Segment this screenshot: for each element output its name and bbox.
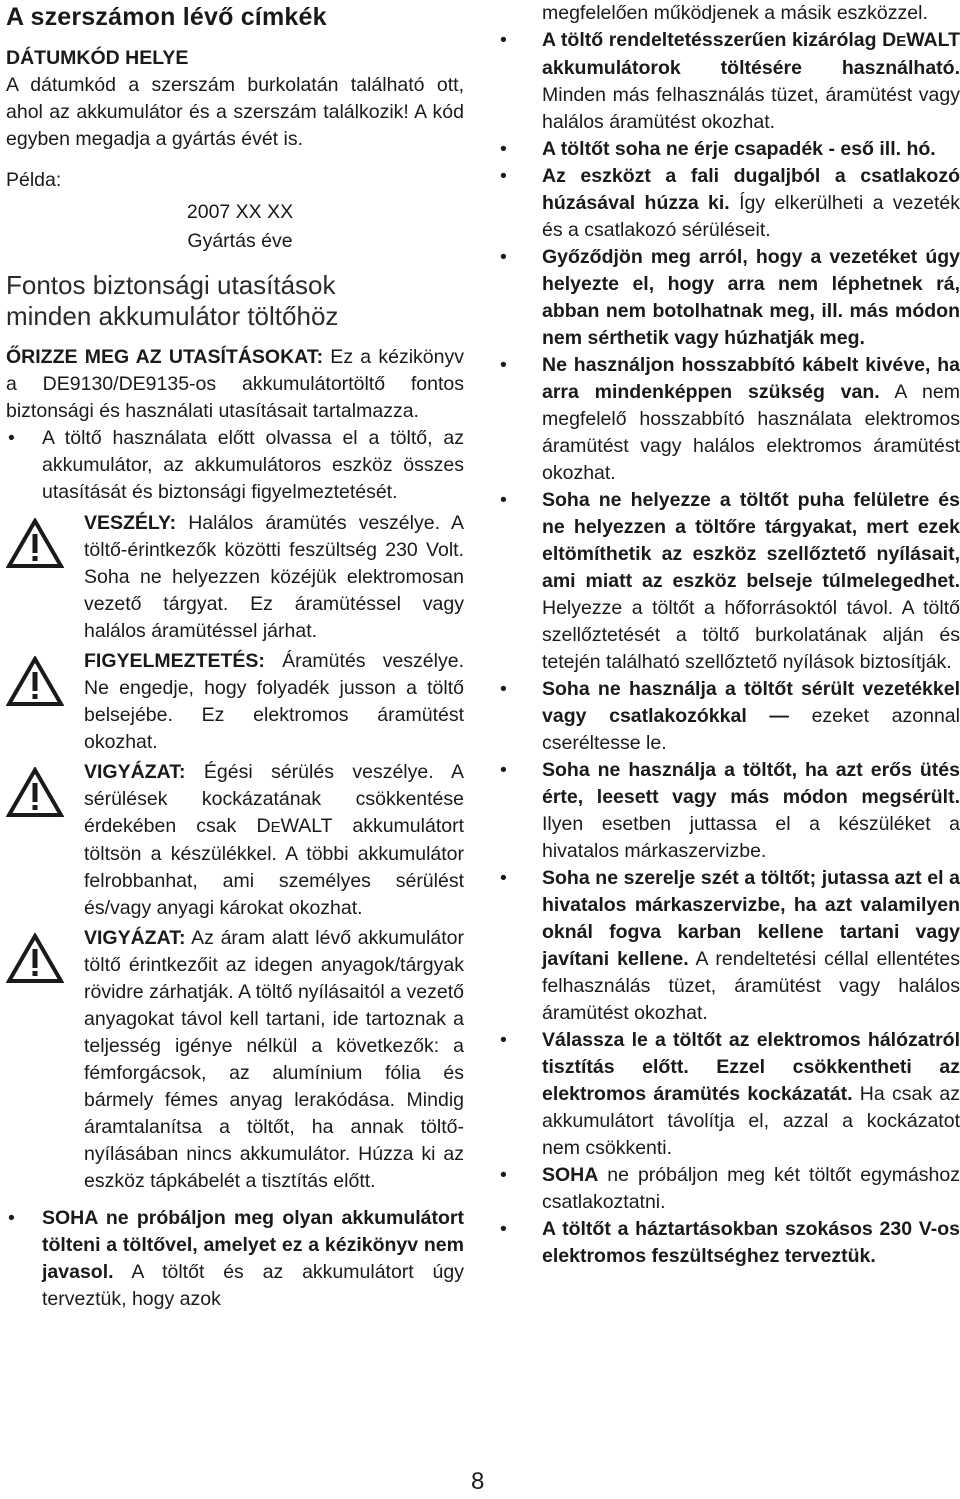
bullet-no-disassembly-bold: Soha ne szerelje szét a töltőt; jutassa azt el a hivatalos márkaszervizbe, ha azt valamilyen oknál fogva karban kellene tartani vagy javítani kellene. xyxy=(542,867,960,970)
bullet-no-chaining-text: ne próbáljon meg két töltőt egymáshoz csatlakoztatni. xyxy=(542,1164,960,1213)
bullet-dewalt-only-bold-c: WALT akkumulátorok töltésére használható. xyxy=(542,29,960,79)
warning-caution-bold: FIGYELMEZTETÉS: xyxy=(84,650,265,672)
bullet-never-charge-other-text: A töltőt és az akkumulátort úgy terveztük, hogy azok xyxy=(42,1261,464,1310)
datecode-heading: DÁTUMKÓD HELYE xyxy=(6,47,189,69)
bullet-unplug-by-plug xyxy=(500,163,960,244)
bullet-dewalt-only xyxy=(500,27,960,136)
bullet-no-chaining xyxy=(500,1162,960,1216)
keep-instructions xyxy=(6,344,464,425)
bullet-never-charge-other-bold: SOHA ne próbáljon meg olyan akkumulátort tölteni a töltővel, amelyet ez a kézikönyv nem javasol. xyxy=(42,1207,464,1283)
warning-short-circuit-bold: VIGYÁZAT: xyxy=(84,927,186,949)
warning-burn-text-c: WALT akkumulátort töltsön a készülékkel. A többi akkumulátor felrobbanhat, ami személyes sérülést és/vagy anyagi károkat okozhat. xyxy=(84,815,464,919)
bullet-dewalt-only-bold-a: A töltő rendeltetésszerűen kizárólag D xyxy=(542,29,897,51)
bullet-dewalt-only-text: Minden más felhasználás tüzet, áramütést vagy halálos áramütést okozhat. xyxy=(542,84,960,133)
continuation-text: megfelelően működjenek a másik eszközzel. xyxy=(542,2,928,24)
warning-caution-text: Áramütés veszélye. Ne engedje, hogy folyadék jusson a töltő belsejébe. Ez elektromos áramütést okozhat. xyxy=(84,650,464,753)
bullet-no-rain xyxy=(500,136,960,163)
bullet-extension-cord-bold: Ne használjon hosszabbító kábelt kivéve, ha arra mindenképpen szükség van. xyxy=(542,354,960,403)
bullet-230v xyxy=(500,1216,960,1270)
bullet-dewalt-only-bold-b: E xyxy=(896,33,907,50)
example-code: 2007 XX XX xyxy=(186,201,294,223)
bullet-cord-placement-bold: Győződjön meg arról, hogy a vezetéket úgy helyezte el, hogy arra nem léphetnek rá, abban nem botolhatnak meg, ill. más módon nem sérthetik vagy húzhatják meg. xyxy=(542,246,960,349)
bullet-dot: • xyxy=(500,1029,507,1051)
bullet-soft-surface-bold: Soha ne helyezze a töltőt puha felületre és ne helyezzen a töltőre tárgyakat, mert ezek eltömíthetik az eszköz szellőztető nyílásait, ami miatt az eszköz belseje túlmelegedhet. xyxy=(542,489,960,592)
bullet-no-disassembly xyxy=(500,865,960,1027)
bullet-dot: • xyxy=(500,246,507,268)
bullet-read-instructions-text: A töltő használata előtt olvassa el a töltő, az akkumulátor, az akkumulátoros eszköz összes utasítását és biztonsági figyelmeztetését. xyxy=(42,427,464,503)
bullet-dot: • xyxy=(500,1164,507,1186)
bullet-dot: • xyxy=(500,489,507,511)
warning-short-circuit-text: Az áram alatt lévő akkumulátor töltő érintkezőit az idegen anyagok/tárgyak rövidre zárhatják. A töltő nyílásaitól a vezető anyagokat távol kell tartani, ide tartoznak a teljesség igénye nélkül a következők: a fémforgácsok, az alumínium fólia és bármely fémes anyag lerakódása. Mindig áramtalanítsa a töltőt, ha annak töltő-nyílásában nincs akkumulátor. Húzza ki az eszköz tápkábelét a tisztítás előtt. xyxy=(84,927,464,1192)
warning-danger-text: Halálos áramütés veszélye. A töltő-érintkezők közötti feszültség 230 Volt. Soha ne helyezzen közéjük elektromosan vezető tárgyat. Ez áramütéssel vagy halálos áramütéssel járhat. xyxy=(84,512,464,642)
page-title: A szerszámon lévő címkék xyxy=(6,3,327,31)
datecode-text: A dátumkód a szerszám burkolatán található ott, ahol az akkumulátor és a szerszám találkozik! A kód egyben megadja a gyártás évét is. xyxy=(6,74,464,150)
bullet-dot: • xyxy=(500,867,507,889)
keep-instructions-bold: ŐRIZZE MEG AZ UTASÍTÁSOKAT: xyxy=(6,346,324,368)
bullet-dot: • xyxy=(500,29,507,51)
warning-triangle-icon xyxy=(6,933,64,985)
page-number: 8 xyxy=(471,1468,485,1495)
bullet-soft-surface xyxy=(500,487,960,676)
bullet-dot: • xyxy=(500,354,507,376)
warning-burn xyxy=(6,759,464,922)
bullet-unplug-before-cleaning xyxy=(500,1027,960,1162)
bullet-dropped-charger-bold: Soha ne használja a töltőt, ha azt erős ütés érte, leesett vagy más módon megsérült. xyxy=(542,759,960,808)
bullet-dot: • xyxy=(8,1207,15,1229)
bullet-no-chaining-bold: SOHA xyxy=(542,1164,599,1186)
bullet-unplug-by-plug-text: Így elkerülheti a vezeték és a csatlakozó sérüléseit. xyxy=(542,192,960,241)
warning-triangle-icon xyxy=(6,656,64,708)
warning-short-circuit xyxy=(6,925,464,1195)
warning-triangle-icon xyxy=(6,518,64,570)
right-column xyxy=(500,0,960,1270)
bullet-soft-surface-text: Helyezze a töltőt a hőforrásoktól távol. A töltő szellőztetését a töltő burkolatának alján és tetején található szellőztető nyílások biztosítják. xyxy=(542,597,960,673)
bullet-no-rain-bold: A töltőt soha ne érje csapadék - eső ill. hó. xyxy=(542,138,936,160)
bullet-dot: • xyxy=(500,138,507,160)
left-column xyxy=(6,0,464,1313)
warning-burn-text-a: Égési sérülés veszélye. A sérülések kockázatának csökkentése érdekében csak D xyxy=(84,761,464,837)
bullet-230v-bold: A töltőt a háztartásokban szokásos 230 V-os elektromos feszültséghez terveztük. xyxy=(542,1218,960,1267)
bullet-damaged-cord-text: ezeket azonnal cseréltesse le. xyxy=(542,705,960,754)
warning-burn-bold: VIGYÁZAT: xyxy=(84,761,186,783)
example-block xyxy=(6,198,464,256)
example-label: Példa: xyxy=(6,169,62,191)
bullet-unplug-before-cleaning-bold: Válassza le a töltőt az elektromos hálózatról tisztítás előtt. Ezzel csökkentheti az elektromos áramütés kockázatát. xyxy=(542,1029,960,1105)
bullet-read-instructions xyxy=(6,425,464,506)
bullet-dropped-charger xyxy=(500,757,960,865)
bullet-never-charge-other xyxy=(6,1205,464,1313)
bullet-dot: • xyxy=(500,759,507,781)
safety-title-line1: Fontos biztonsági utasítások xyxy=(6,270,336,300)
safety-title-line2: minden akkumulátor töltőhöz xyxy=(6,301,339,331)
warning-danger xyxy=(6,510,464,645)
warning-triangle-icon xyxy=(6,767,64,819)
warning-caution xyxy=(6,648,464,756)
keep-instructions-text: Ez a kézikönyv a DE9130/DE9135-os akkumulátortöltő fontos biztonsági és használati utasításait tartalmazza. xyxy=(6,346,464,422)
bullet-extension-cord-text: A nem megfelelő hosszabbító használata elektromos áramütést vagy halálos elektromos áramütést okozhat. xyxy=(542,381,960,484)
bullet-dot: • xyxy=(500,165,507,187)
bullet-dropped-charger-text: Ilyen esetben juttassa el a készüléket a hivatalos márkaszervizbe. xyxy=(542,813,960,862)
bullet-unplug-before-cleaning-text: Ha csak az akkumulátort távolítja el, azzal a kockázatot nem csökkenti. xyxy=(542,1083,960,1159)
bullet-dot: • xyxy=(8,427,15,449)
warning-danger-bold: VESZÉLY: xyxy=(84,512,177,534)
bullet-damaged-cord-bold: Soha ne használja a töltőt sérült vezetékkel vagy csatlakozókkal — xyxy=(542,678,960,727)
example-caption: Gyártás éve xyxy=(187,230,293,252)
bullet-dot: • xyxy=(500,678,507,700)
bullet-cord-placement xyxy=(500,244,960,352)
bullet-damaged-cord xyxy=(500,676,960,757)
bullet-unplug-by-plug-bold: Az eszközt a fali dugaljból a csatlakozó húzásával húzza ki. xyxy=(542,165,960,214)
warning-burn-text-b: E xyxy=(270,819,281,836)
bullet-no-disassembly-text: A rendeltetési céllal ellentétes felhasználás tüzet, áramütést vagy halálos áramütést okozhat. xyxy=(542,948,960,1024)
bullet-dot: • xyxy=(500,1218,507,1240)
bullet-extension-cord xyxy=(500,352,960,487)
